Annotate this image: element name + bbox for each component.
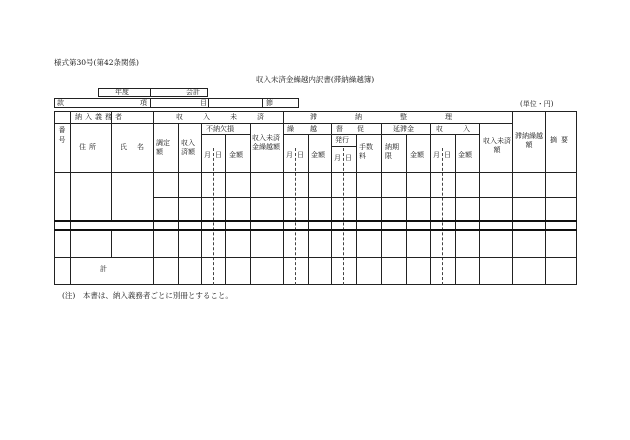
kurikoshi-month-label: 月 xyxy=(286,151,293,159)
funo-day-label: 日 xyxy=(215,151,222,159)
setsu-label: 節 xyxy=(266,99,273,107)
funo-kesson-label: 不納欠損 xyxy=(206,125,234,133)
hakkou-label: 発行 xyxy=(335,136,349,144)
shunyu-misai-gaku-label: 収入未済額 xyxy=(483,137,511,154)
kou-label: 項 xyxy=(140,99,147,107)
unit-label: (単位・円) xyxy=(520,100,554,108)
total-label: 計 xyxy=(100,265,107,273)
tokusoku-month-label: 月 xyxy=(334,154,341,162)
form-title: 収入未済金繰越内訳書(滞納繰越簿) xyxy=(255,75,375,84)
tekiyo-label: 摘要 xyxy=(550,136,572,144)
nouki-label: 納期限 xyxy=(385,143,399,160)
year-label: 年度 xyxy=(115,88,129,96)
tesuryo-label: 手数料 xyxy=(359,143,373,160)
shunyu-month-label: 月 xyxy=(433,151,440,159)
chotei-label: 調定額 xyxy=(156,139,170,156)
tokusoku-label: 督促 xyxy=(336,125,378,133)
kurikoshi-day-label: 日 xyxy=(297,151,304,159)
name-label: 氏名 xyxy=(120,143,154,151)
account-label: 会計 xyxy=(186,88,200,96)
tainou-seiri-label: 滞納整理 xyxy=(310,113,490,121)
entaikin-amount-label: 金額 xyxy=(410,151,424,159)
kurikoshi-label: 収入未済金繰越額 xyxy=(252,134,280,151)
moku-label: 目 xyxy=(200,99,207,107)
shunyu-sumi-label: 収入済額 xyxy=(181,139,195,156)
funo-month-label: 月 xyxy=(204,151,211,159)
tainou-kurikoshi-label: 滞納繰越額 xyxy=(515,132,543,149)
kurikoshi-group-label: 繰越 xyxy=(287,125,333,133)
address-label: 住所 xyxy=(79,143,99,151)
tokusoku-day-label: 日 xyxy=(345,154,352,162)
shunyu-amount-label: 金額 xyxy=(458,151,472,159)
shunyu-day-label: 日 xyxy=(444,151,451,159)
payer-group-label: 納入義務者 xyxy=(75,113,125,121)
entaikin-label: 延滞金 xyxy=(393,125,414,133)
kurikoshi-amount-label: 金額 xyxy=(311,151,325,159)
kan-label: 款 xyxy=(57,99,64,107)
funo-amount-label: 金額 xyxy=(229,151,243,159)
shunyu-misai-label: 収入未済 xyxy=(176,113,284,121)
footnote: (注) 本書は、納入義務者ごとに別冊とすること。 xyxy=(62,291,233,300)
shunyu-label: 収入 xyxy=(436,125,490,133)
bango-label: 番号 xyxy=(58,126,66,144)
form-id: 様式第30号(第42条関係) xyxy=(54,58,139,67)
